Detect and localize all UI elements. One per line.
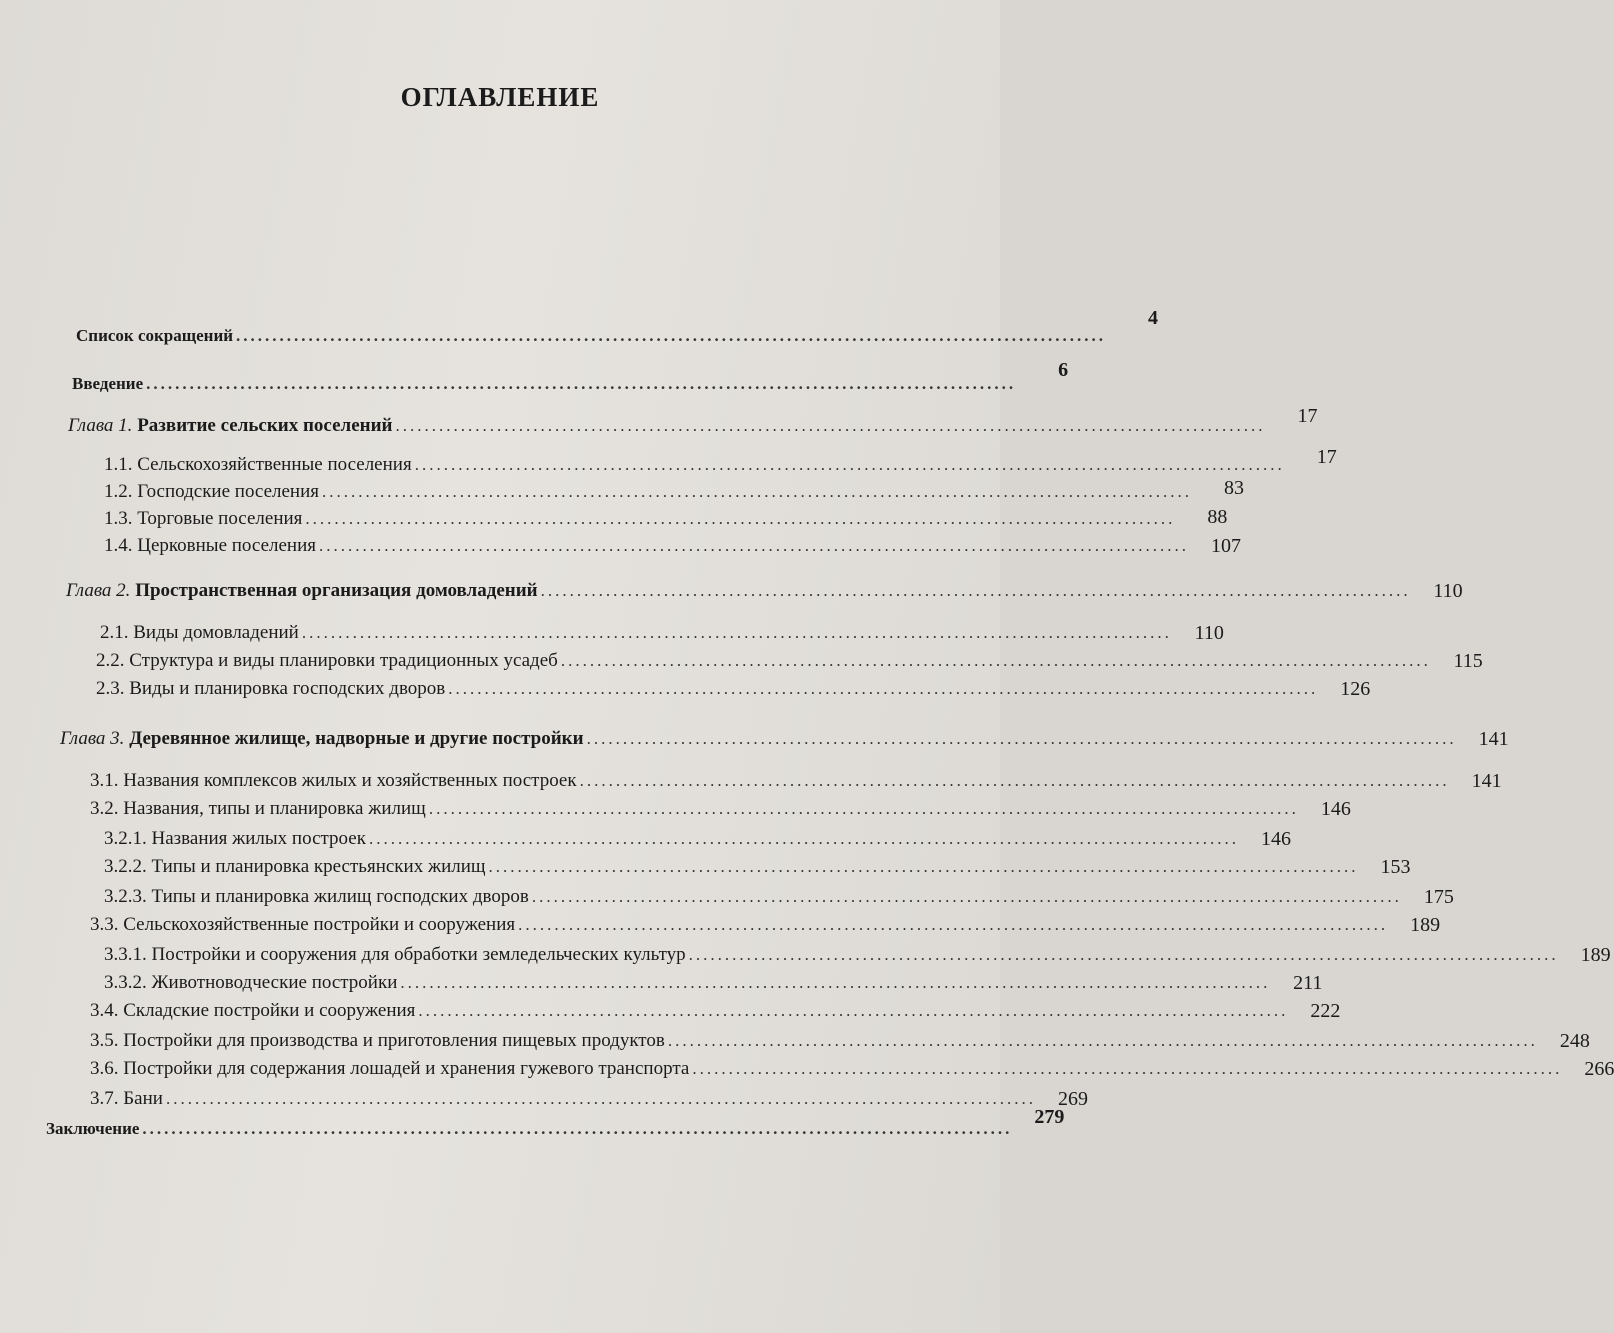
entry-page: 146 xyxy=(1320,798,1351,820)
chapter-prefix: Глава 2. xyxy=(66,580,131,601)
entry-label: 3.5. Постройки для производства и приготовления пищевых продуктов xyxy=(90,1030,665,1051)
chapter-prefix: Глава 3. xyxy=(60,728,125,749)
chapter-prefix: Глава 1. xyxy=(68,415,133,436)
leader-dots: ........................................................................................................................ xyxy=(692,1059,1563,1078)
toc-entry-1-3 xyxy=(104,506,1228,530)
entry-label xyxy=(60,728,584,750)
leader-dots: ........................................................................................................................ xyxy=(518,915,1389,934)
leader-dots: ........................................................................................................................ xyxy=(560,651,1431,670)
toc-entry-3-2 xyxy=(90,798,1351,820)
entry-page: 17 xyxy=(1297,405,1318,427)
leader-dots: ........................................................................................................................ xyxy=(418,1001,1289,1020)
leader-dots: ........................................................................................................................ xyxy=(579,771,1450,790)
entry-label xyxy=(68,415,392,437)
entry-page: 153 xyxy=(1380,856,1411,878)
entry-label: Заключение xyxy=(46,1119,140,1138)
toc-entry-3-3-2 xyxy=(104,972,1323,994)
entry-label: Список сокращений xyxy=(76,326,234,345)
toc-entry-1-4 xyxy=(104,535,1241,557)
entry-label: 1.4. Церковные поселения xyxy=(104,535,316,556)
toc-entry-2-2 xyxy=(96,650,1483,672)
toc-entry-chapter-1 xyxy=(68,405,1318,437)
toc-entry-1-1 xyxy=(104,446,1337,476)
entry-label: 3.6. Постройки для содержания лошадей и хранения гужевого транспорта xyxy=(90,1058,690,1079)
toc-entry-abbreviations xyxy=(76,307,1159,347)
entry-page: 107 xyxy=(1211,535,1241,557)
leader-dots: ........................................................................................................................ xyxy=(488,857,1359,876)
leader-dots: ........................................................................................................................ xyxy=(395,416,1266,435)
toc-entry-3-5 xyxy=(90,1030,1590,1052)
leader-dots: ........................................................................................................................ xyxy=(586,729,1457,748)
entry-page: 126 xyxy=(1340,678,1371,700)
entry-page: 115 xyxy=(1453,650,1483,672)
entry-page: 141 xyxy=(1471,770,1502,792)
toc-entry-2-1 xyxy=(100,622,1224,644)
entry-page: 269 xyxy=(1057,1088,1088,1110)
toc-entry-3-1 xyxy=(90,770,1502,792)
leader-dots: ........................................................................................................................ xyxy=(667,1031,1538,1050)
entry-label: 2.3. Виды и планировка господских дворов xyxy=(96,678,446,699)
entry-page: 189 xyxy=(1580,944,1611,966)
toc-entry-3-4 xyxy=(90,1000,1341,1022)
toc-entry-3-7 xyxy=(90,1088,1088,1110)
entry-label: Введение xyxy=(72,374,144,393)
entry-label: 3.2.3. Типы и планировка жилищ господских дворов xyxy=(104,886,529,907)
toc-entry-3-2-2 xyxy=(104,856,1411,878)
entry-label: 3.2.2. Типы и планировка крестьянских жилищ xyxy=(104,856,486,877)
entry-label: 3.2. Названия, типы и планировка жилищ xyxy=(90,798,426,819)
leader-dots: ........................................................................................................................ xyxy=(414,455,1285,474)
entry-label: 2.2. Структура и виды планировки традиционных усадеб xyxy=(96,650,558,671)
entry-page: 279 xyxy=(1034,1106,1065,1128)
entry-page: 211 xyxy=(1293,972,1323,994)
entry-page: 17 xyxy=(1316,446,1337,468)
leader-dots: ........................................................................................................................ xyxy=(301,623,1172,642)
entry-label: 3.3. Сельскохозяйственные постройки и сооружения xyxy=(90,914,516,935)
entry-label: 3.1. Названия комплексов жилых и хозяйственных построек xyxy=(90,770,577,791)
leader-dots: ........................................................................................................................ xyxy=(305,509,1176,528)
leader-dots: ........................................................................................................................ xyxy=(540,581,1411,600)
entry-label: 3.3.2. Животноводческие постройки xyxy=(104,972,398,993)
leader-dots: ........................................................................................................................ xyxy=(319,536,1189,555)
entry-label: 1.1. Сельскохозяйственные поселения xyxy=(104,454,412,475)
entry-label: 3.2.1. Названия жилых построек xyxy=(104,828,366,849)
toc-entry-3-3-1 xyxy=(104,944,1611,966)
leader-dots: ........................................................................................................................ xyxy=(322,482,1193,501)
chapter-title: Развитие сельских поселений xyxy=(137,415,393,436)
entry-page: 189 xyxy=(1410,914,1441,936)
leader-dots: ........................................................................................................................ xyxy=(400,973,1271,992)
leader-dots: ........................................................................................................................ xyxy=(146,374,1017,393)
leader-dots: ........................................................................................................................ xyxy=(165,1089,1036,1108)
leader-dots: ........................................................................................................................ xyxy=(448,679,1319,698)
entry-page: 88 xyxy=(1207,506,1228,528)
entry-label: 1.2. Господские поселения xyxy=(104,481,320,502)
entry-label: 3.4. Складские постройки и сооружения xyxy=(90,1000,416,1021)
leader-dots: ........................................................................................................................ xyxy=(368,829,1239,848)
leader-dots: ........................................................................................................................ xyxy=(428,799,1299,818)
entry-page: 266 xyxy=(1584,1058,1614,1080)
toc-entry-chapter-3 xyxy=(60,728,1509,750)
toc-entry-chapter-2 xyxy=(66,580,1463,602)
entry-page: 4 xyxy=(1148,307,1159,329)
entry-page: 248 xyxy=(1559,1030,1590,1052)
entry-label: 3.3.1. Постройки и сооружения для обработки земледельческих культур xyxy=(104,944,686,965)
toc-entry-introduction xyxy=(72,359,1069,395)
toc-entry-3-3 xyxy=(90,914,1441,936)
toc-entry-3-6 xyxy=(90,1058,1614,1080)
entry-label xyxy=(66,580,538,602)
entry-label: 2.1. Виды домовладений xyxy=(100,622,299,643)
toc-entry-conclusion xyxy=(46,1106,1065,1140)
chapter-title: Деревянное жилище, надворные и другие постройки xyxy=(129,728,584,749)
toc-entry-1-2 xyxy=(104,477,1245,503)
page-title: ОГЛАВЛЕНИЕ xyxy=(400,82,600,112)
entry-label: 1.3. Торговые поселения xyxy=(104,508,303,529)
entry-page: 146 xyxy=(1260,828,1291,850)
toc-entry-3-2-3 xyxy=(104,886,1454,908)
entry-page: 141 xyxy=(1478,728,1509,750)
leader-dots: ........................................................................................................................ xyxy=(142,1119,1013,1138)
entry-label: 3.7. Бани xyxy=(90,1088,163,1109)
leader-dots: ........................................................................................................................ xyxy=(531,887,1402,906)
toc-entry-3-2-1 xyxy=(104,828,1291,850)
entry-page: 175 xyxy=(1423,886,1454,908)
entry-page: 83 xyxy=(1224,477,1245,499)
chapter-title: Пространственная организация домовладений xyxy=(135,580,538,601)
toc-entry-2-3 xyxy=(96,678,1371,700)
entry-page: 222 xyxy=(1310,1000,1341,1022)
entry-page: 110 xyxy=(1194,622,1224,644)
entry-page: 110 xyxy=(1433,580,1463,602)
leader-dots: ........................................................................................................................ xyxy=(236,326,1107,345)
leader-dots: ........................................................................................................................ xyxy=(688,945,1559,964)
entry-page: 6 xyxy=(1058,359,1069,381)
